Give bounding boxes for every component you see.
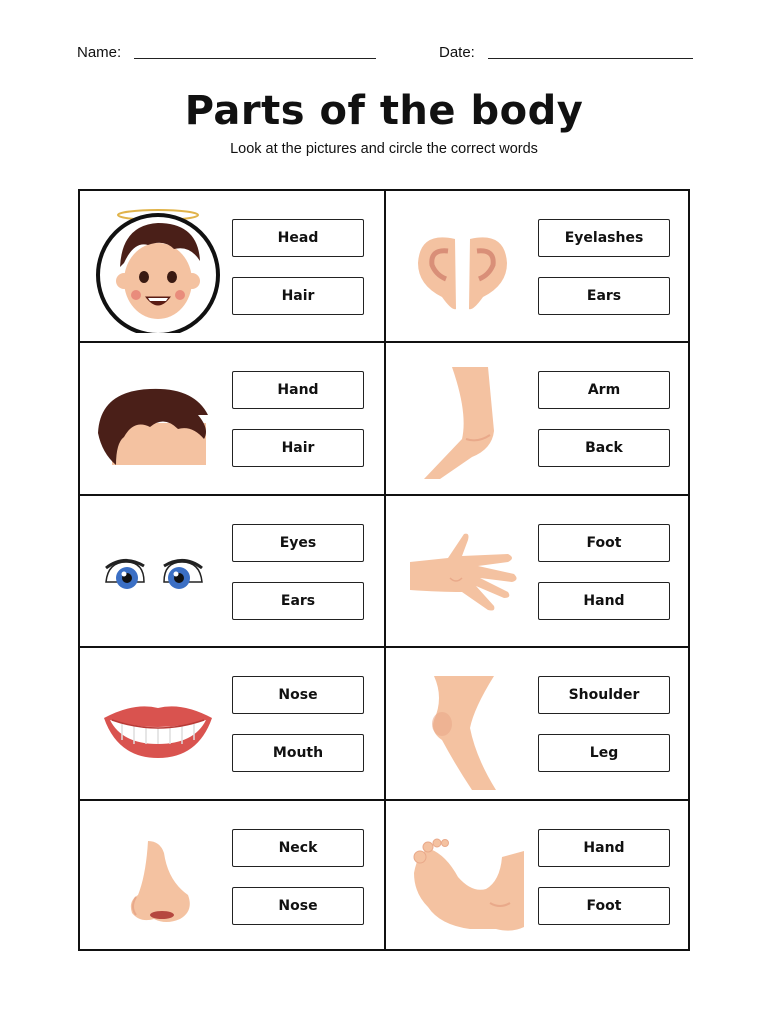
cell-hair: [80, 343, 385, 495]
head-icon: [94, 201, 224, 333]
option-label: Hand: [277, 382, 319, 398]
option-neck[interactable]: [232, 829, 364, 867]
eyes-icon: [94, 506, 224, 638]
option-label: Hair: [281, 288, 315, 304]
option-nose[interactable]: [232, 887, 364, 925]
leg-icon: [400, 658, 530, 790]
name-field[interactable]: [134, 58, 376, 59]
option-eyes[interactable]: [232, 524, 364, 562]
option-shoulder[interactable]: [538, 676, 670, 714]
option-label: Arm: [587, 382, 621, 398]
option-label: Shoulder: [568, 687, 640, 703]
option-foot[interactable]: [538, 887, 670, 925]
date-label: Date:: [439, 44, 475, 61]
option-hair[interactable]: [232, 429, 364, 467]
cell-foot: [386, 801, 691, 953]
page-subtitle: Look at the pictures and circle the correct words: [230, 141, 538, 157]
option-label: Ears: [586, 288, 622, 304]
ears-icon: [400, 201, 530, 333]
option-label: Back: [585, 440, 623, 456]
page-title: Parts of the body: [184, 88, 584, 134]
option-head[interactable]: [232, 219, 364, 257]
cell-mouth: [80, 648, 385, 800]
foot-icon: [400, 811, 530, 943]
option-label: Eyelashes: [564, 230, 644, 246]
option-label: Head: [277, 230, 319, 246]
option-foot[interactable]: [538, 524, 670, 562]
option-hand[interactable]: [232, 371, 364, 409]
option-ears[interactable]: [538, 277, 670, 315]
option-label: Mouth: [272, 745, 324, 761]
option-label: Neck: [278, 840, 318, 856]
option-label: Nose: [278, 687, 318, 703]
option-label: Ears: [280, 593, 316, 609]
cell-head: [80, 191, 385, 343]
arm-icon: [400, 353, 530, 485]
hair-icon: [94, 353, 224, 485]
cell-eyes: [80, 496, 385, 648]
option-hand[interactable]: [538, 582, 670, 620]
cell-nose: [80, 801, 385, 953]
option-eyelashes[interactable]: [538, 219, 670, 257]
option-label: Foot: [586, 535, 622, 551]
option-label: Hair: [281, 440, 315, 456]
option-mouth[interactable]: [232, 734, 364, 772]
nose-icon: [94, 811, 224, 943]
option-hand[interactable]: [538, 829, 670, 867]
option-arm[interactable]: [538, 371, 670, 409]
option-leg[interactable]: [538, 734, 670, 772]
option-back[interactable]: [538, 429, 670, 467]
option-label: Foot: [586, 898, 622, 914]
hand-icon: [400, 506, 530, 638]
option-label: Hand: [583, 593, 625, 609]
option-label: Eyes: [279, 535, 317, 551]
mouth-icon: [94, 658, 224, 790]
name-label: Name:: [77, 44, 122, 61]
option-label: Nose: [278, 898, 318, 914]
option-hair[interactable]: [232, 277, 364, 315]
option-label: Hand: [583, 840, 625, 856]
cell-hand: [386, 496, 691, 648]
option-nose[interactable]: [232, 676, 364, 714]
option-label: Leg: [589, 745, 619, 761]
cell-leg: [386, 648, 691, 800]
date-field[interactable]: [488, 58, 693, 59]
cell-arm: [386, 343, 691, 495]
option-ears[interactable]: [232, 582, 364, 620]
cell-ears: [386, 191, 691, 343]
